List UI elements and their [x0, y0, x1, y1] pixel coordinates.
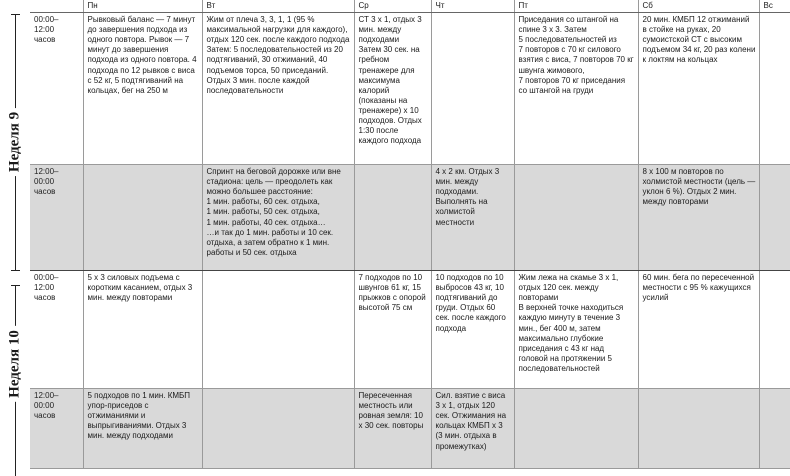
- week-10-morning-row: [30, 271, 790, 389]
- header-time-cell: [30, 0, 83, 13]
- workout-cell-wed: Пересеченная местность или ровная земля: 10 х 30 сек. повторы: [354, 389, 431, 469]
- week-9-label: Неделя 9: [5, 108, 26, 176]
- workout-cell-mon: [83, 165, 202, 271]
- workout-cell-thu: 10 подходов по 10 выбросов 43 кг, 10 подтягиваний до груди. Отдых 60 сек. после каждого подхода: [431, 271, 514, 389]
- workout-cell-mon: 5 х 3 силовых подъема с коротким касанием, отдых 3 мин. между повторами: [83, 271, 202, 389]
- header-row: [30, 0, 790, 13]
- workout-cell-tue: [202, 389, 354, 469]
- workout-cell-fri: Жим лежа на скамье 3 х 1, отдых 120 сек. между повторами В верхней точке находиться каждую минуту в течение 3 мин., бег 400 м, затем максимально глубокие приседания с 43 кг над головой на протяжении 5 последовательностей: [514, 271, 638, 389]
- workout-cell-sun: [759, 389, 790, 469]
- workout-cell-fri: Приседания со штангой на спине 3 х 3. Затем 5 последовательностей из 7 повторов с 70 кг силового взятия с виса, 7 повторов 70 кг швунга жимового, 7 повторов 70 кг приседания со штангой на груди: [514, 13, 638, 165]
- workout-cell-sun: [759, 13, 790, 165]
- workout-cell-tue: [202, 271, 354, 389]
- time-cell: 12:00– 00:00 часов: [30, 389, 83, 469]
- workout-cell-tue: Спринт на беговой дорожке или вне стадиона: цель — преодолеть как можно большее расстояние: 1 мин. работы, 60 сек. отдыха, 1 мин. работы, 50 сек. отдыха, 1 мин. работы, 40 сек. отдыха… …и так до 1 мин. работы и 10 сек. отдыха, а затем обратно к 1 мин. работы и 50 сек. отдыха: [202, 165, 354, 271]
- header-day-sun: Вс: [759, 0, 790, 13]
- header-day-fri: Пт: [514, 0, 638, 13]
- workout-cell-thu: [431, 13, 514, 165]
- workout-cell-mon: Рывковый баланс — 7 минут до завершения подхода из одного повтора. Рывок — 7 минут до завершения подхода из одного повтора. 4 подхода по 12 рывков с виса с 52 кг, 5 подтягиваний на кольцах, бег на 250 м: [83, 13, 202, 165]
- week-9-bottom-tick: [11, 270, 20, 271]
- workout-cell-thu: Сил. взятие с виса 3 х 1, отдых 120 сек. Отжимания на кольцах КМБП х 3 (3 мин. отдыха в промежутках): [431, 389, 514, 469]
- week-9-evening-row: [30, 165, 790, 271]
- training-schedule-table: [30, 0, 790, 469]
- time-cell: 12:00– 00:00 часов: [30, 165, 83, 271]
- workout-cell-wed: [354, 165, 431, 271]
- workout-cell-sat: 60 мин. бега по пересеченной местности с 95 % кажущихся усилий: [638, 271, 759, 389]
- workout-cell-wed: СТ 3 х 1, отдых 3 мин. между подходами Затем 30 сек. на гребном тренажере для максимума калорий (показаны на тренажере) х 10 подходов. Отдых 1:30 после каждого подхода: [354, 13, 431, 165]
- workout-cell-thu: 4 х 2 км. Отдых 3 мин. между подходами. Выполнять на холмистой местности: [431, 165, 514, 271]
- week-10-evening-row: [30, 389, 790, 469]
- workout-cell-fri: [514, 165, 638, 271]
- workout-cell-fri: [514, 389, 638, 469]
- header-day-tue: Вт: [202, 0, 354, 13]
- week-label-column: [0, 0, 30, 476]
- workout-cell-sun: [759, 165, 790, 271]
- workout-cell-wed: 7 подходов по 10 швунгов 61 кг, 15 прыжков с опорой высотой 75 см: [354, 271, 431, 389]
- header-day-thu: Чт: [431, 0, 514, 13]
- time-cell: 00:00– 12:00 часов: [30, 13, 83, 165]
- workout-cell-sat: 8 х 100 м повторов по холмистой местности (цель — уклон 6 %). Отдых 2 мин. между повторами: [638, 165, 759, 271]
- header-day-sat: Сб: [638, 0, 759, 13]
- header-day-mon: Пн: [83, 0, 202, 13]
- workout-cell-sat: 20 мин. КМБП 12 отжиманий в стойке на руках, 20 сумоистской СТ с высоким подъемом 34 кг, 20 раз колени к локтям на кольцах: [638, 13, 759, 165]
- workout-cell-mon: 5 подходов по 1 мин. КМБП упор-приседов с отжиманиями и выпрыгиваниями. Отдых 3 мин. между подходами: [83, 389, 202, 469]
- workout-cell-sun: [759, 271, 790, 389]
- week-10-label: Неделя 10: [5, 326, 26, 402]
- time-cell: 00:00– 12:00 часов: [30, 271, 83, 389]
- workout-cell-tue: Жим от плеча 3, 3, 1, 1 (95 % максимальной нагрузки для каждого), отдых 120 сек. после каждого подхода Затем: 5 последовательностей из 20 подтягиваний, 30 отжиманий, 40 подъемов торса, 50 приседаний. Отдых 3 мин. после каждой последовательности: [202, 13, 354, 165]
- workout-cell-sat: [638, 389, 759, 469]
- header-day-wed: Ср: [354, 0, 431, 13]
- week-9-morning-row: [30, 13, 790, 165]
